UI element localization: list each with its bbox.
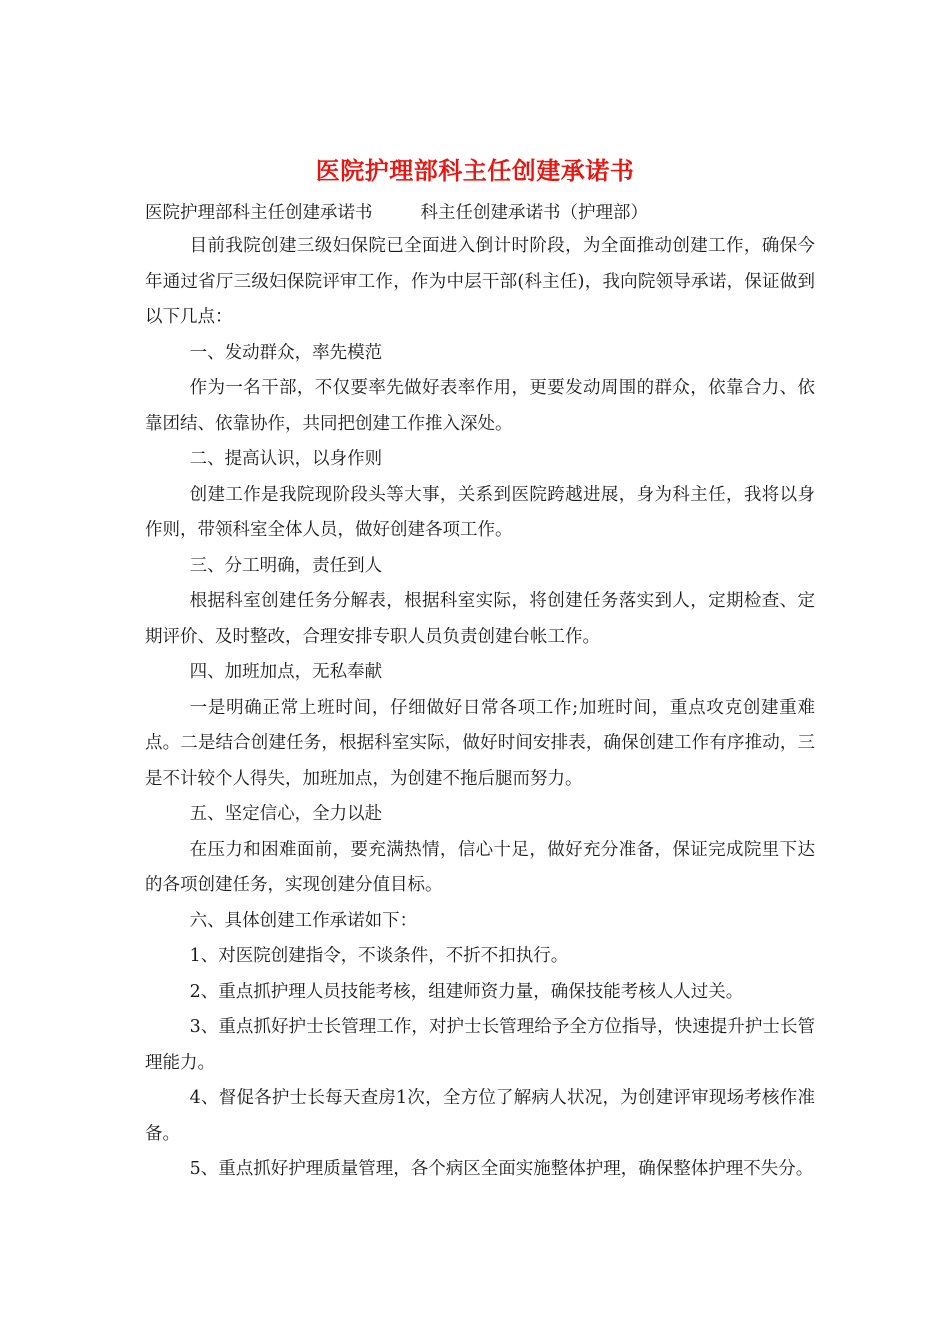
- subtitle-left: 医院护理部科主任创建承诺书: [145, 203, 373, 223]
- paragraph-3: 根据科室创建任务分解表，根据科室实际，将创建任务落实到人，定期检查、定期评价、及时整改，合理安排专职人员负责创建台帐工作。: [145, 591, 815, 647]
- document-subtitle: [145, 199, 648, 224]
- paragraph-intro: 目前我院创建三级妇保院已全面进入倒计时阶段，为全面推动创建工作，确保今年通过省厅三级妇保院评审工作，作为中层干部(科主任)，我向院领导承诺，保证做到以下几点：: [145, 236, 815, 327]
- section-heading-1: 一、发动群众，率先模范: [189, 342, 383, 363]
- list-item-1: 1、对医院创建指令，不谈条件，不折不扣执行。: [189, 946, 569, 966]
- section-heading-5: 五、坚定信心，全力以赴: [189, 804, 383, 824]
- list-item-4: 4、督促各护士长每天查房1次，全方位了解病人状况，为创建评审现场考核作准备。: [145, 1088, 815, 1144]
- list-item-2: 2、重点抓护理人员技能考核，组建师资力量，确保技能考核人人过关。: [189, 981, 744, 1002]
- list-item-5: 5、重点抓好护理质量管理，各个病区全面实施整体护理，确保整体护理不失分。: [189, 1159, 814, 1179]
- document-title: 医院护理部科主任创建承诺书: [315, 156, 635, 185]
- section-heading-4: 四、加班加点，无私奉献: [189, 662, 383, 682]
- section-heading-6: 六、具体创建工作承诺如下：: [189, 910, 418, 931]
- list-item-3: 3、重点抓好护士长管理工作，对护士长管理给予全方位指导，快速提升护士长管理能力。: [145, 1017, 815, 1073]
- document-body: [145, 229, 815, 1188]
- paragraph-1: 作为一名干部，不仅要率先做好表率作用，更要发动周围的群众，依靠合力、依靠团结、依靠协作，共同把创建工作推入深处。: [145, 378, 815, 434]
- paragraph-2: 创建工作是我院现阶段头等大事，关系到医院跨越进展，身为科主任，我将以身作则，带领科室全体人员，做好创建各项工作。: [145, 484, 815, 540]
- subtitle-right: 科主任创建承诺书（护理部）: [420, 203, 648, 223]
- section-heading-2: 二、提高认识，以身作则: [189, 449, 383, 469]
- section-heading-3: 三、分工明确，责任到人: [189, 555, 383, 576]
- paragraph-4: 一是明确正常上班时间，仔细做好日常各项工作;加班时间，重点攻克创建重难点。二是结合创建任务，根据科室实际，做好时间安排表，确保创建工作有序推动，三是不计较个人得失，加班加点，为创建不拖后腿而努力。: [145, 697, 815, 789]
- paragraph-5: 在压力和困难面前，要充满热情，信心十足，做好充分准备，保证完成院里下达的各项创建任务，实现创建分值目标。: [145, 839, 815, 895]
